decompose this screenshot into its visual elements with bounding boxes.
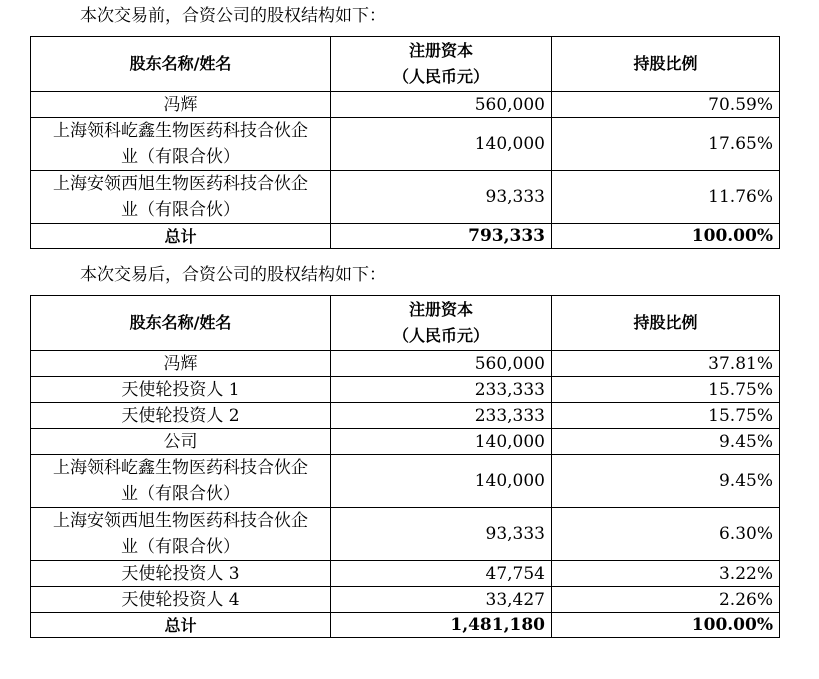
holding-ratio: 17.65% xyxy=(552,118,780,171)
header-shareholder-name: 股东名称/姓名 xyxy=(31,296,331,351)
caption-after: 本次交易后，合资公司的股权结构如下： xyxy=(80,265,386,285)
total-ratio: 100.00% xyxy=(552,613,780,638)
holding-ratio: 9.45% xyxy=(552,455,780,508)
table-row xyxy=(31,508,780,561)
table-row xyxy=(31,92,780,118)
shareholder-name: 天使轮投资人 1 xyxy=(31,377,331,403)
holding-ratio: 70.59% xyxy=(552,92,780,118)
shareholder-name-line1: 上海安领西旭生物医药科技合伙企 xyxy=(53,174,308,194)
table-row xyxy=(31,351,780,377)
holding-ratio: 15.75% xyxy=(552,403,780,429)
registered-capital: 140,000 xyxy=(331,455,552,508)
shareholder-name: 冯辉 xyxy=(31,351,331,377)
caption-before: 本次交易前，合资公司的股权结构如下： xyxy=(80,6,386,26)
shareholder-name: 天使轮投资人 4 xyxy=(31,587,331,613)
table-row xyxy=(31,429,780,455)
shareholder-name xyxy=(31,118,331,171)
shareholder-name: 公司 xyxy=(31,429,331,455)
holding-ratio: 3.22% xyxy=(552,561,780,587)
table-row xyxy=(31,561,780,587)
shareholder-name-line1: 上海领科屹鑫生物医药科技合伙企 xyxy=(53,121,308,141)
shareholder-name-line2: 业（有限合伙） xyxy=(121,537,240,557)
shareholder-name-line2: 业（有限合伙） xyxy=(121,147,240,167)
registered-capital: 140,000 xyxy=(331,429,552,455)
total-capital: 1,481,180 xyxy=(331,613,552,638)
registered-capital: 93,333 xyxy=(331,171,552,224)
header-capital-line2: （人民币元） xyxy=(392,326,489,345)
shareholder-name: 天使轮投资人 2 xyxy=(31,403,331,429)
equity-table-before xyxy=(30,36,780,249)
table-row xyxy=(31,118,780,171)
holding-ratio: 15.75% xyxy=(552,377,780,403)
holding-ratio: 6.30% xyxy=(552,508,780,561)
table-header-row xyxy=(31,296,780,351)
registered-capital: 560,000 xyxy=(331,351,552,377)
registered-capital: 33,427 xyxy=(331,587,552,613)
header-shareholder-name: 股东名称/姓名 xyxy=(31,37,331,92)
registered-capital: 93,333 xyxy=(331,508,552,561)
total-row xyxy=(31,224,780,249)
registered-capital: 140,000 xyxy=(331,118,552,171)
header-ratio: 持股比例 xyxy=(552,296,780,351)
shareholder-name: 天使轮投资人 3 xyxy=(31,561,331,587)
holding-ratio: 37.81% xyxy=(552,351,780,377)
header-capital-line2: （人民币元） xyxy=(392,67,489,86)
shareholder-name-line2: 业（有限合伙） xyxy=(121,484,240,504)
holding-ratio: 11.76% xyxy=(552,171,780,224)
shareholder-name xyxy=(31,455,331,508)
registered-capital: 233,333 xyxy=(331,377,552,403)
shareholder-name xyxy=(31,508,331,561)
table-row xyxy=(31,403,780,429)
equity-table-after xyxy=(30,295,780,638)
table-row xyxy=(31,377,780,403)
shareholder-name-line1: 上海领科屹鑫生物医药科技合伙企 xyxy=(53,458,308,478)
header-capital-line1: 注册资本 xyxy=(408,300,473,319)
header-registered-capital xyxy=(331,37,552,92)
holding-ratio: 9.45% xyxy=(552,429,780,455)
holding-ratio: 2.26% xyxy=(552,587,780,613)
total-label: 总计 xyxy=(31,224,331,249)
table-row xyxy=(31,455,780,508)
shareholder-name-line2: 业（有限合伙） xyxy=(121,200,240,220)
total-ratio: 100.00% xyxy=(552,224,780,249)
registered-capital: 47,754 xyxy=(331,561,552,587)
shareholder-name: 冯辉 xyxy=(31,92,331,118)
registered-capital: 560,000 xyxy=(331,92,552,118)
header-ratio: 持股比例 xyxy=(552,37,780,92)
header-registered-capital xyxy=(331,296,552,351)
header-capital-line1: 注册资本 xyxy=(408,41,473,60)
total-label: 总计 xyxy=(31,613,331,638)
total-row xyxy=(31,613,780,638)
shareholder-name xyxy=(31,171,331,224)
table-row xyxy=(31,587,780,613)
shareholder-name-line1: 上海安领西旭生物医药科技合伙企 xyxy=(53,511,308,531)
total-capital: 793,333 xyxy=(331,224,552,249)
table-header-row xyxy=(31,37,780,92)
table-row xyxy=(31,171,780,224)
registered-capital: 233,333 xyxy=(331,403,552,429)
